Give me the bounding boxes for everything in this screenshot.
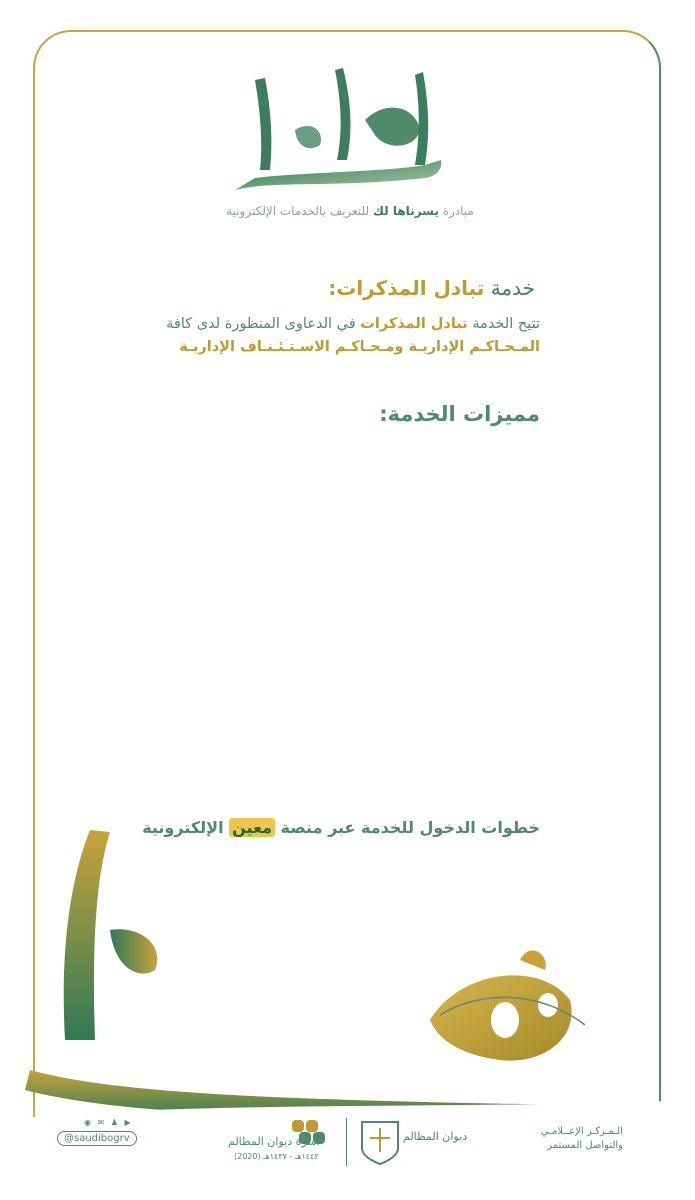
footer-divider: [346, 1118, 347, 1166]
moeen-platform-logo: معين: [229, 818, 275, 837]
service-description-line1: [166, 316, 540, 332]
media-line1: الـمـركـز الإعــلامـي: [540, 1126, 623, 1137]
social-icons: ◉ ✉ ♟ ▶: [84, 1118, 133, 1127]
yasarnaha-logo: [215, 60, 465, 205]
slogan-date: (2020) ١٤٤٢هـ - ١٤٣٧هـ: [234, 1152, 319, 1161]
initiative-suffix: للتعريف بالخدمات الإلكترونية: [226, 204, 373, 218]
initiative-prefix: مبادرة: [438, 204, 474, 218]
social-handle[interactable]: @saudibogrv: [57, 1131, 137, 1146]
steps-prefix: خطوات الدخول للخدمة عبر منصة: [275, 818, 540, 837]
diwan-name: ديوان المظالم: [403, 1130, 468, 1143]
service-description-line2: المـحـاكـم الإداريـة ومـحـاكـم الاسـتـئـنـاف الإداريـة: [179, 339, 540, 355]
service-title-prefix: خدمة: [484, 276, 535, 300]
initiative-tagline: [160, 204, 540, 218]
desc-highlight: تبادل المذكرات: [360, 316, 468, 332]
initiative-name: يسرناها لك: [373, 204, 439, 218]
desc-suffix: في الدعاوى المنظورة لدى كافة: [166, 316, 361, 332]
media-center-label: [541, 1125, 623, 1153]
steps-suffix: الإلكترونية: [142, 818, 230, 837]
media-line2: والتواصل المستمر: [547, 1140, 623, 1151]
service-title-name: تبادل المذكرات:: [328, 276, 485, 300]
diwan-emblem: [358, 1118, 402, 1166]
service-title: [328, 276, 535, 300]
desc-prefix: تتيح الخدمة: [467, 316, 540, 332]
family-slogan: أسرة ديوان المظالم: [228, 1135, 320, 1148]
features-title: مميزات الخدمة:: [379, 402, 540, 426]
